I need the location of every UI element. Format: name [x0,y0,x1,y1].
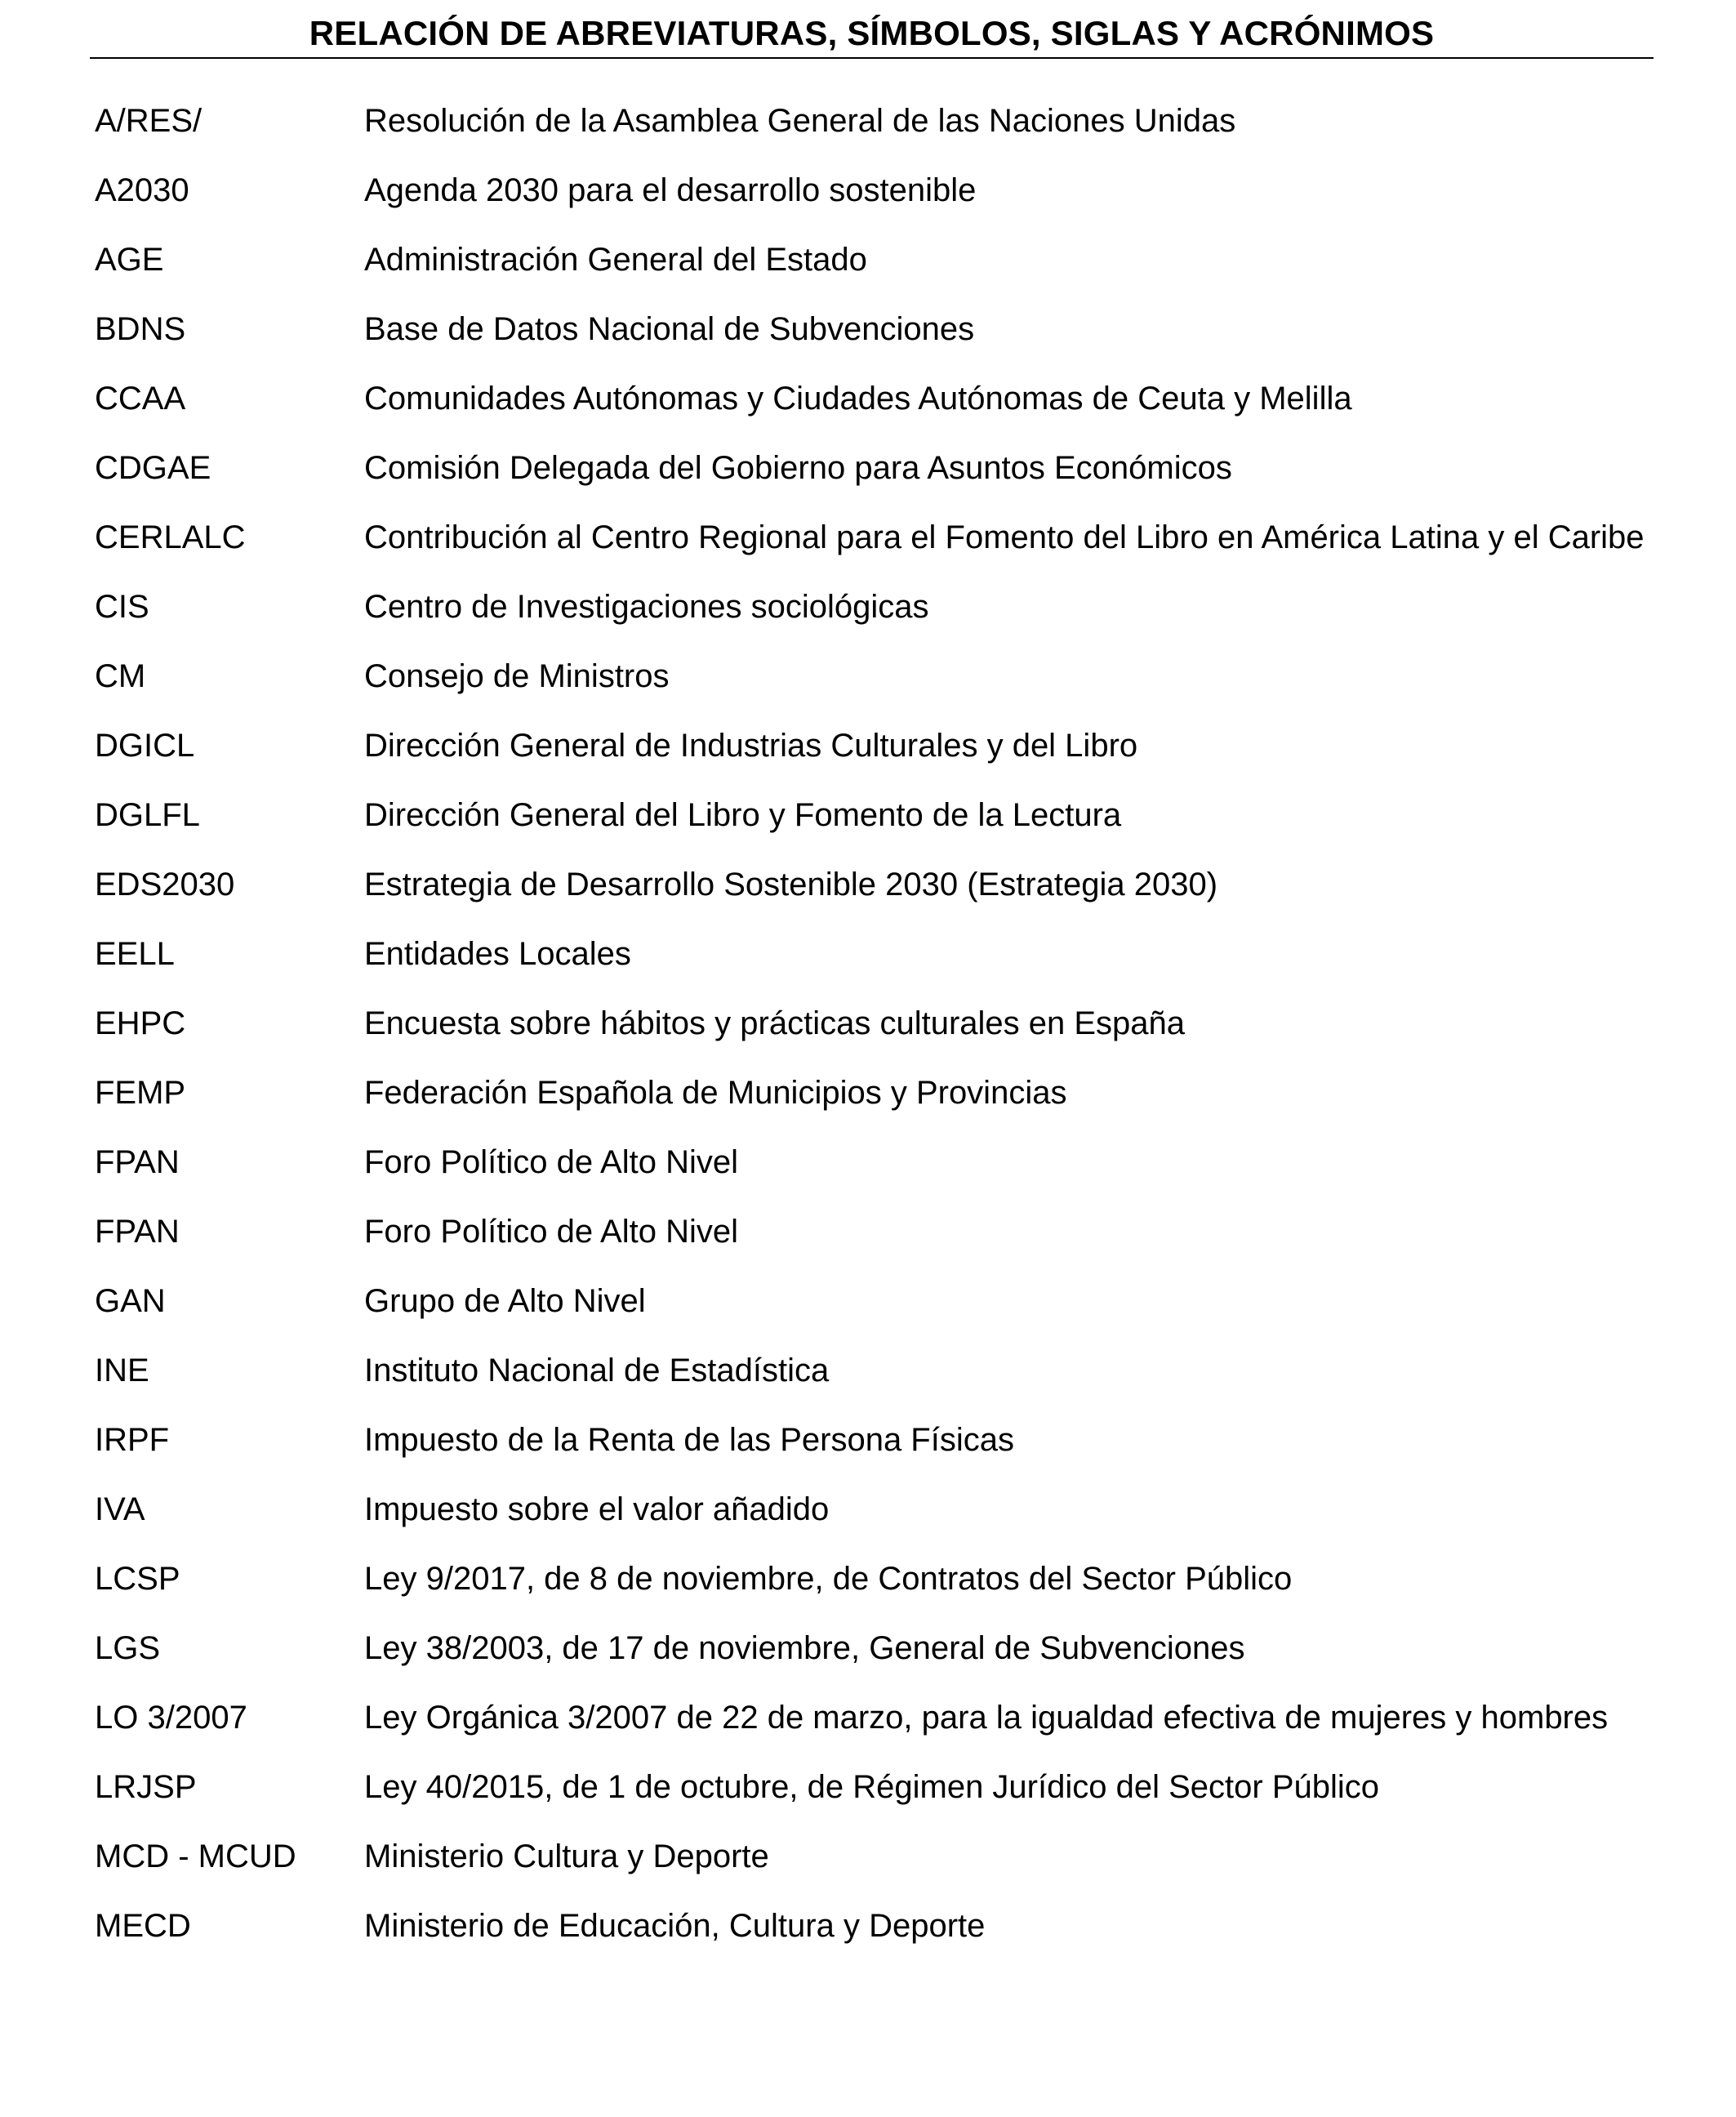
abbreviation-definition: Agenda 2030 para el desarrollo sostenible [364,172,977,208]
abbreviation-term: BDNS [95,311,186,347]
list-item [90,1280,1654,1323]
list-item [90,863,1654,907]
list-item [90,1835,1654,1879]
abbreviation-definition: Encuesta sobre hábitos y prácticas culturales en España [364,1005,1186,1041]
list-item [90,447,1654,490]
abbreviation-definition: Consejo de Ministros [364,658,670,694]
list-item [90,586,1654,629]
abbreviation-definition: Grupo de Alto Nivel [364,1283,646,1319]
abbreviation-definition: Dirección General del Libro y Fomento de la Lectura [364,797,1122,833]
list-item [90,1419,1654,1462]
list-item [90,1141,1654,1184]
abbreviation-definition: Dirección General de Industrias Culturales y del Libro [364,728,1138,764]
abbreviation-term: IRPF [95,1422,170,1458]
abbreviation-term: A/RES/ [95,103,203,139]
list-item [90,238,1654,282]
abbreviation-term: CERLALC [95,519,246,555]
abbreviation-term: FPAN [95,1144,180,1180]
abbreviation-term: GAN [95,1283,166,1319]
abbreviation-definition: Instituto Nacional de Estadística [364,1353,830,1388]
list-item [90,169,1654,212]
abbreviation-term: CDGAE [95,450,211,486]
abbreviation-term: A2030 [95,172,189,208]
abbreviation-term: CIS [95,589,149,625]
abbreviation-term: EELL [95,936,175,972]
list-item [90,516,1654,559]
list-item [90,724,1654,768]
abbreviation-definition: Resolución de la Asamblea General de las Naciones Unidas [364,103,1236,139]
abbreviation-definition: Impuesto de la Renta de las Persona Físicas [364,1422,1014,1458]
abbreviation-term: FEMP [95,1075,186,1111]
abbreviation-definition: Ministerio de Educación, Cultura y Deporte [364,1908,986,1944]
list-item [90,1696,1654,1740]
title-divider [90,57,1654,59]
abbreviation-definition: Ley Orgánica 3/2007 de 22 de marzo, para la igualdad efectiva de mujeres y hombres [364,1700,1609,1736]
abbreviation-definition: Estrategia de Desarrollo Sostenible 2030 (Estrategia 2030) [364,867,1218,903]
list-item [90,1905,1654,1948]
abbreviation-list [90,100,1654,1948]
abbreviation-term: IVA [95,1491,145,1527]
abbreviation-term: CCAA [95,381,186,417]
abbreviation-term: DGLFL [95,797,200,833]
abbreviation-term: LCSP [95,1561,180,1597]
abbreviation-definition: Ley 40/2015, de 1 de octubre, de Régimen Jurídico del Sector Público [364,1769,1380,1805]
list-item [90,794,1654,837]
list-item [90,1627,1654,1670]
abbreviation-definition: Comisión Delegada del Gobierno para Asuntos Económicos [364,450,1232,486]
abbreviation-term: LO 3/2007 [95,1700,247,1736]
abbreviation-definition: Ley 38/2003, de 17 de noviembre, General de Subvenciones [364,1630,1245,1666]
abbreviation-term: INE [95,1353,149,1388]
abbreviation-term: DGICL [95,728,195,764]
abbreviation-term: CM [95,658,146,694]
abbreviation-definition: Contribución al Centro Regional para el Fomento del Libro en América Latina y el Caribe [364,519,1645,555]
list-item [90,1002,1654,1045]
abbreviation-term: AGE [95,242,164,278]
abbreviation-term: EHPC [95,1005,186,1041]
abbreviation-term: EDS2030 [95,867,235,903]
abbreviation-definition: Ministerio Cultura y Deporte [364,1838,769,1874]
abbreviation-definition: Centro de Investigaciones sociológicas [364,589,929,625]
abbreviation-definition: Comunidades Autónomas y Ciudades Autónomas de Ceuta y Melilla [364,381,1352,417]
abbreviation-definition: Ley 9/2017, de 8 de noviembre, de Contratos del Sector Público [364,1561,1293,1597]
abbreviation-definition: Entidades Locales [364,936,631,972]
abbreviation-definition: Foro Político de Alto Nivel [364,1214,738,1250]
page-title: RELACIÓN DE ABREVIATURAS, SÍMBOLOS, SIGLAS Y ACRÓNIMOS [309,14,1435,52]
list-item [90,1210,1654,1254]
list-item [90,308,1654,351]
list-item [90,1488,1654,1531]
abbreviation-definition: Impuesto sobre el valor añadido [364,1491,830,1527]
list-item [90,1558,1654,1601]
list-item [90,1072,1654,1115]
abbreviation-term: LRJSP [95,1769,197,1805]
document-page [90,0,1654,1974]
abbreviation-definition: Administración General del Estado [364,242,867,278]
list-item [90,1349,1654,1393]
abbreviation-term: LGS [95,1630,161,1666]
list-item [90,377,1654,421]
abbreviation-definition: Foro Político de Alto Nivel [364,1144,738,1180]
abbreviation-definition: Federación Española de Municipios y Provincias [364,1075,1067,1111]
list-item [90,655,1654,698]
list-item [90,933,1654,976]
abbreviation-term: FPAN [95,1214,180,1250]
list-item [90,100,1654,143]
abbreviation-term: MCD - MCUD [95,1838,296,1874]
abbreviation-term: MECD [95,1908,191,1944]
abbreviation-definition: Base de Datos Nacional de Subvenciones [364,311,975,347]
list-item [90,1766,1654,1809]
